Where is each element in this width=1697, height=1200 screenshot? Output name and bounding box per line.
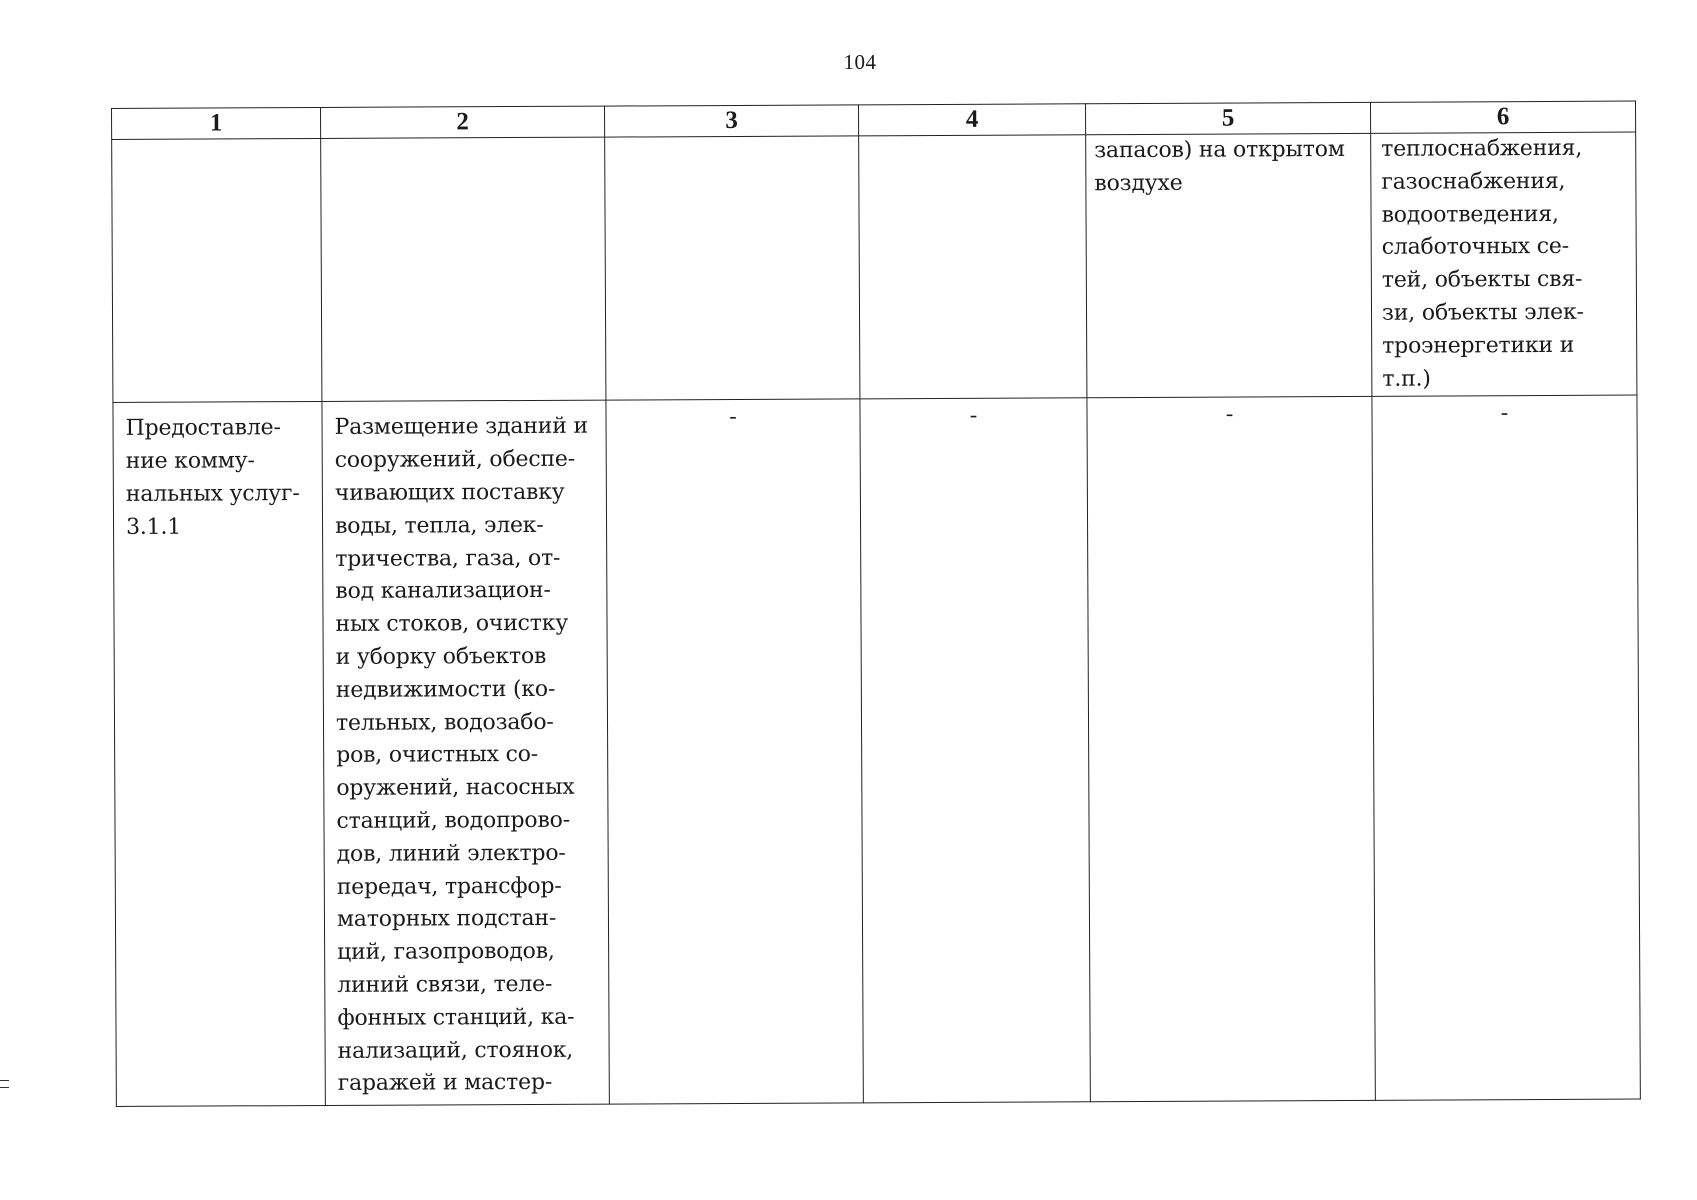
column-header-1: 1	[112, 107, 321, 139]
empty-value-dash: -	[729, 403, 737, 429]
column-header-2: 2	[320, 106, 604, 138]
table-cell	[1371, 132, 1637, 397]
cell-text	[871, 135, 1073, 136]
table-cell	[860, 398, 1090, 1103]
empty-value-dash: -	[969, 402, 978, 428]
table-row	[113, 395, 1640, 1106]
table-cell	[321, 137, 606, 402]
land-use-description: Размещение зданий и сооружений, обеспе- чивающих поставку воды, тепла, элек- тричества, газа, от- вод канализацион- ных стоков, очистку и уборку объектов недвижимости (ко- тельных, водозабо- ров, очистных со- оружений, насосных станций, водопрово- дов, линий электро- передач, трансфор- маторных подстан- ций, газопроводов, линий связи, теле- фонных станций, ка- нализаций, стоянок, гаражей и мастер-	[334, 414, 588, 1097]
page-number: 104	[843, 50, 877, 74]
cell-text: запасов) на открытом воздухе	[1094, 136, 1345, 196]
land-use-name: Предоставле- ние комму- нальных услуг- 3.1.1	[125, 415, 300, 540]
empty-value-dash: -	[1500, 399, 1509, 425]
table-cell	[113, 402, 325, 1107]
cell-text: теплоснабжения, газоснабжения, водоотведения, слаботочных се- тей, объекты свя- зи, объекты элек- троэнергетики и т.п.)	[1381, 135, 1584, 392]
table-cell	[112, 138, 322, 402]
column-header-5: 5	[1085, 102, 1370, 134]
cell-text	[124, 139, 308, 140]
table-cell	[606, 399, 863, 1104]
land-use-table	[111, 101, 1641, 1108]
table-cell	[605, 136, 860, 401]
column-header-6: 6	[1370, 101, 1635, 133]
table-row	[112, 132, 1637, 403]
cell-text	[617, 136, 846, 137]
empty-value-dash: -	[1225, 400, 1234, 426]
column-header-4: 4	[858, 104, 1085, 136]
table-cell	[859, 135, 1087, 399]
margin-mark	[0, 1080, 9, 1088]
table-cell	[322, 400, 609, 1105]
table-cell	[1372, 395, 1640, 1100]
table-cell	[1087, 397, 1375, 1102]
column-header-3: 3	[604, 105, 858, 137]
cell-text	[333, 138, 592, 139]
table-cell	[1086, 133, 1372, 398]
